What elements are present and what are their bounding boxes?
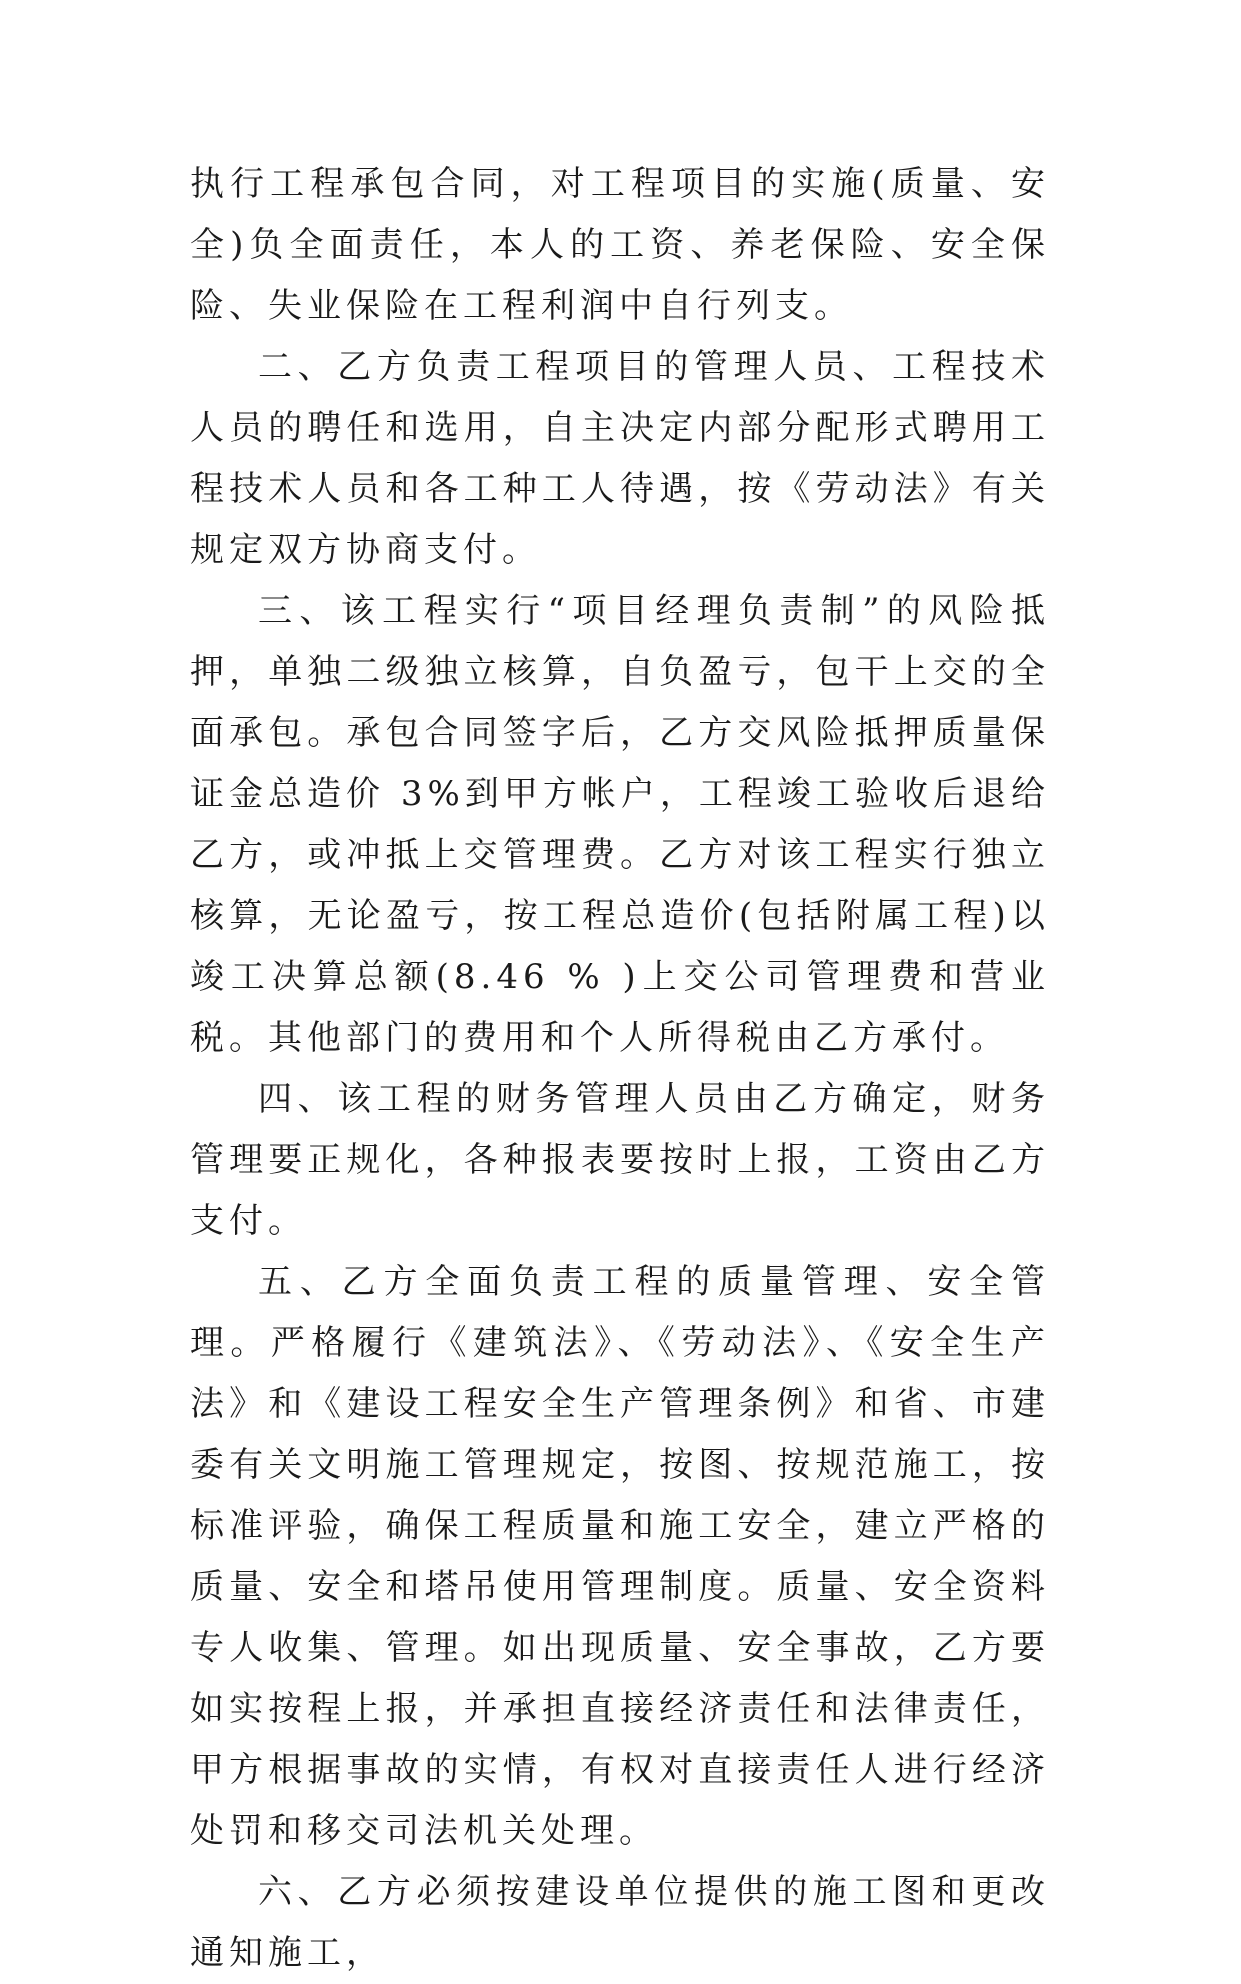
paragraph-2: 二、乙方负责工程项目的管理人员、工程技术人员的聘任和选用，自主决定内部分配形式聘用工程技术人员和各工种工人待遇，按《劳动法》有关规定双方协商支付。 [190, 347, 1050, 570]
paragraph-1: 执行工程承包合同，对工程项目的实施(质量、安全)负全面责任，本人的工资、养老保险、安全保险、失业保险在工程利润中自行列支。 [190, 164, 1050, 326]
paragraph-5: 五、乙方全面负责工程的质量管理、安全管理。严格履行《建筑法》、《劳动法》、《安全生产法》和《建设工程安全生产管理条例》和省、市建委有关文明施工管理规定，按图、按规范施工，按标准评验，确保工程质量和施工安全，建立严格的质量、安全和塔吊使用管理制度。质量、安全资料专人收集、管理。如出现质量、安全事故，乙方要如实按程上报，并承担直接经济责任和法律责任，甲方根据事故的实情，有权对直接责任人进行经济处罚和移交司法机关处理。 [190, 1262, 1050, 1851]
paragraph-3: 三、该工程实行“项目经理负责制”的风险抵押，单独二级独立核算，自负盈亏，包干上交的全面承包。承包合同签字后，乙方交风险抵押质量保证金总造价 3%到甲方帐户，工程竣工验收后退给乙方，或冲抵上交管理费。乙方对该工程实行独立核算，无论盈亏，按工程总造价(包括附属工程)以竣工决算总额(8.46 % )上交公司管理费和营业税。其他部门的费用和个人所得税由乙方承付。 [190, 591, 1050, 1058]
document-body [190, 154, 1050, 1984]
paragraph-4: 四、该工程的财务管理人员由乙方确定，财务管理要正规化，各种报表要按时上报，工资由乙方支付。 [190, 1079, 1050, 1241]
paragraph-6: 六、乙方必须按建设单位提供的施工图和更改通知施工， [190, 1872, 1050, 1973]
